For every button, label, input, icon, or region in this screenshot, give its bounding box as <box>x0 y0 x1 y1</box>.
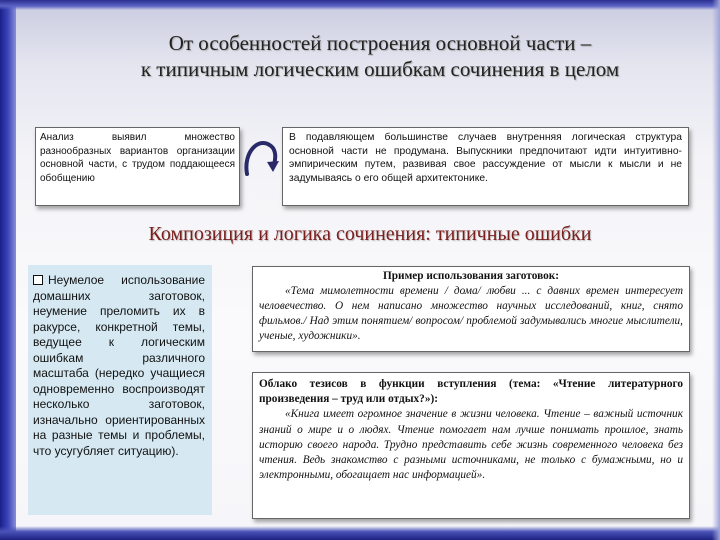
conclusion-box <box>282 127 689 206</box>
example-box <box>252 266 690 352</box>
example-body: «Тема мимолетности времени / дома/ любви ... с давних времен интересует человечество. О нем написано множество научных исследований, книг, снято фильмов./ Над этим понятием/ вопросом/ проблемой задумывались многие мыслители, ученые, художники». <box>259 285 683 342</box>
thesis-cloud-box <box>252 372 690 519</box>
frame-left-bar <box>0 0 16 540</box>
frame-top-bar <box>0 0 720 10</box>
checkbox-icon <box>33 275 43 285</box>
errors-panel-text: Неумелое использование домашних заготовок, неумение преломить их в ракурсе, конкретной темы, ведущее к логическим ошибкам различного масштаба (нередко учащиеся одновременно воспроизводят несколько заготовок, изначально ориентированных на разные темы и проблемы, что усугубляет ситуацию). <box>33 273 205 458</box>
slide-title <box>60 30 700 82</box>
thesis-cloud-body: «Книга имеет огромное значение в жизни человека. Чтение – важный источник знаний о мире и о людях. Чтение помогает нам лучше понимать прошлое, знать историю своего народа. Трудно представить себе жизнь современного человека без чтения. Ведь знакомство с разными источниками, не только с бумажными, но и электронными, обогащает нас информацией». <box>259 408 683 482</box>
thesis-cloud-title: Облако тезисов в функции вступления (тема: «Чтение литературного произведения – труд или отдых?»): <box>259 378 683 406</box>
example-title: Пример использования заготовок: <box>382 270 560 282</box>
curved-arrow-icon <box>241 132 281 180</box>
frame-bottom-bar <box>0 526 720 540</box>
section-subtitle: Композиция и логика сочинения: типичные ошибки <box>148 223 592 245</box>
analysis-box <box>35 127 240 206</box>
analysis-text: Анализ выявил множество разнообразных вариантов организации основной части, с трудом поддающееся обобщению <box>40 132 235 184</box>
slide-title-line-1: От особенностей построения основной части – <box>168 31 592 55</box>
frame-right-edge <box>712 0 720 540</box>
conclusion-text: В подавляющем большинстве случаев внутренняя логическая структура основной части не продумана. Выпускники предпочитают идти интуитивно-эмпирическим путем, развивая свое рассуждение от мысли к мысли и не задумываясь о его общей архитектонике. <box>289 132 682 184</box>
errors-panel <box>28 265 212 515</box>
slide-title-line-2: к типичным логическим ошибкам сочинения в целом <box>140 57 620 81</box>
